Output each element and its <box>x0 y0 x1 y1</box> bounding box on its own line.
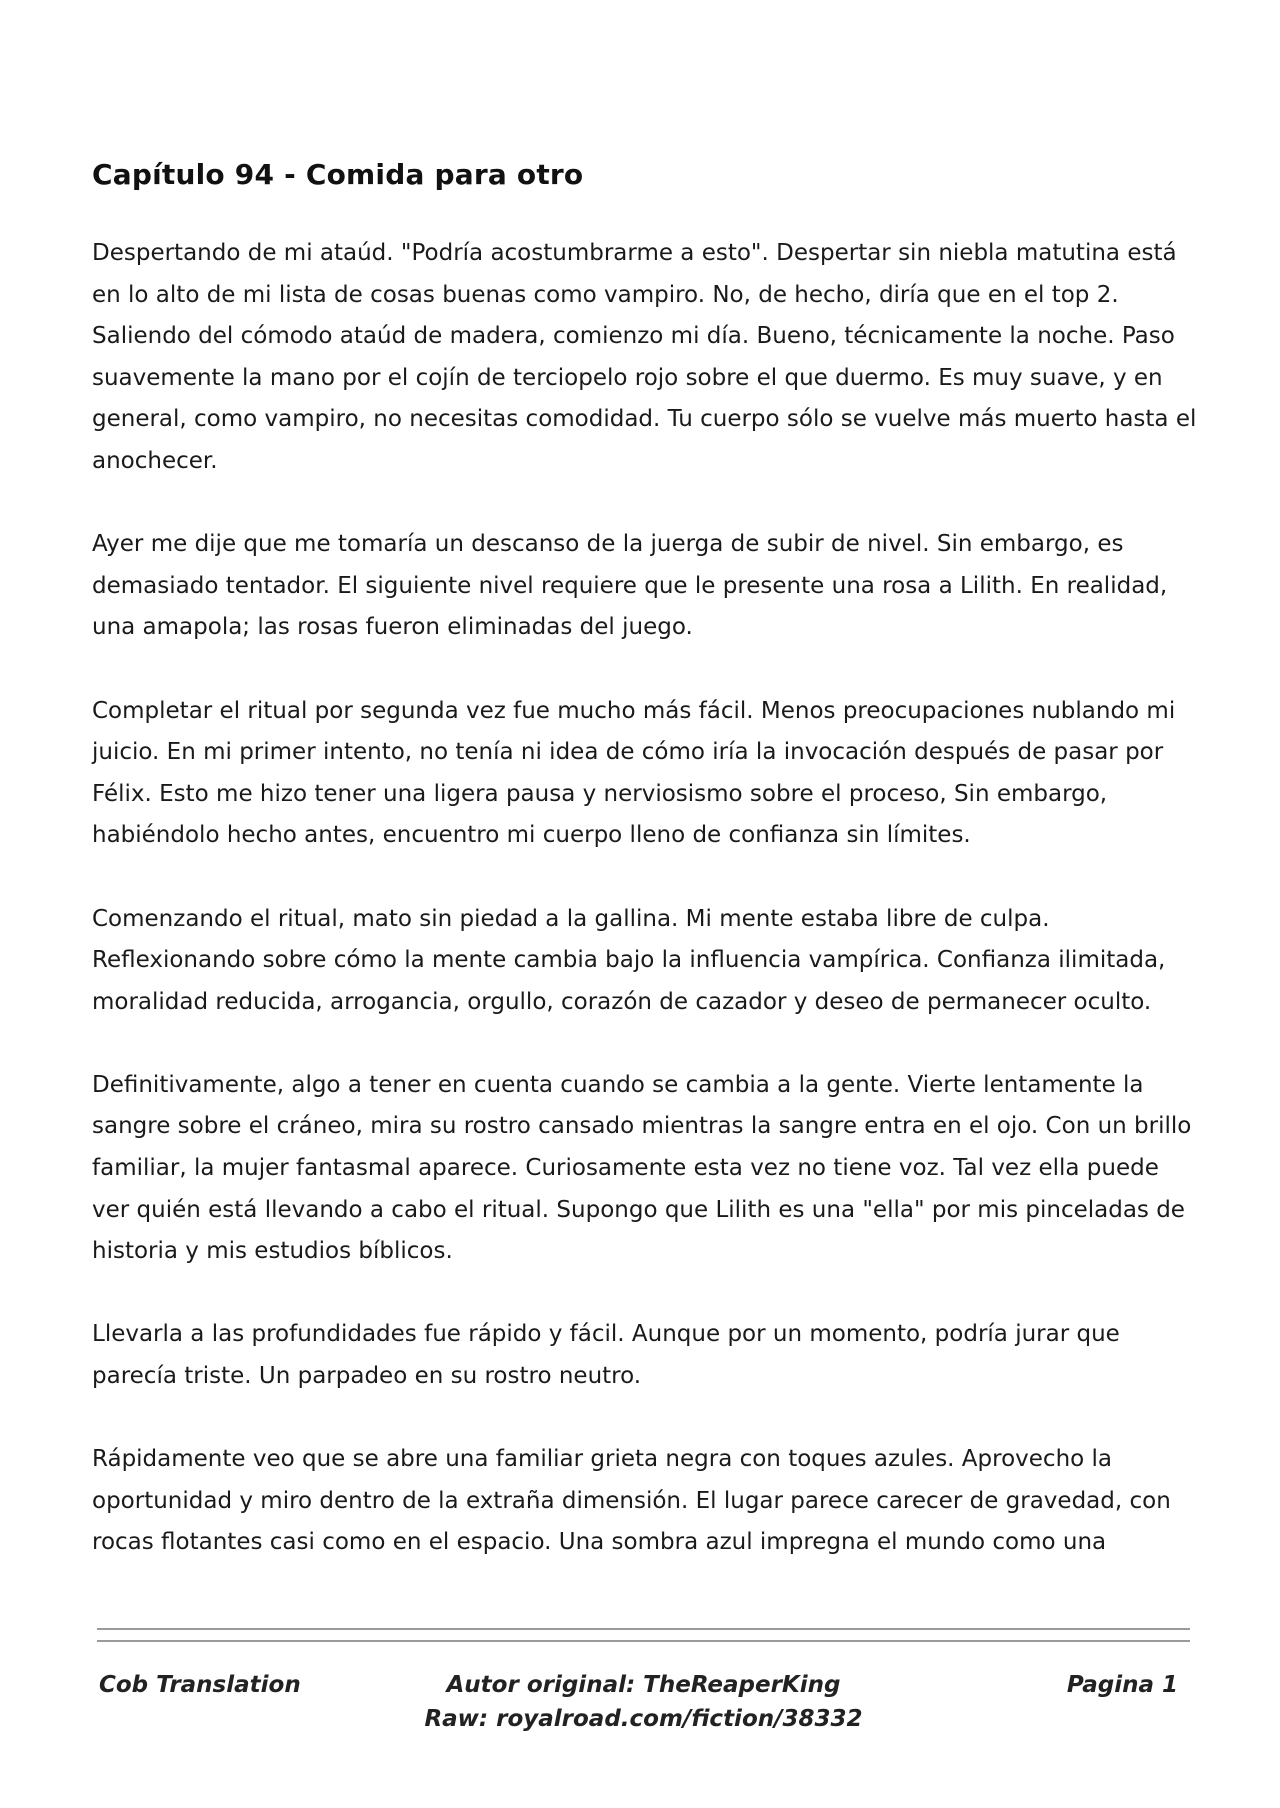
paragraph-1: Despertando de mi ataúd. "Podría acostumbrarme a esto". Despertar sin niebla matutina está en lo alto de mi lista de cosas buenas como vampiro. No, de hecho, diría que en el top 2. Saliendo del cómodo ataúd de madera, comienzo mi día. Bueno, técnicamente la noche. Paso suavemente la mano por el cojín de terciopelo rojo sobre el que duermo. Es muy suave, y en general, como vampiro, no necesitas comodidad. Tu cuerpo sólo se vuelve más muerto hasta el anochecer. <box>92 240 1197 474</box>
footer-translator: Cob Translation <box>99 1672 301 1698</box>
footer-divider-top <box>97 1628 1190 1630</box>
paragraph-4: Comenzando el ritual, mato sin piedad a la gallina. Mi mente estaba libre de culpa. Reflexionando sobre cómo la mente cambia bajo la influencia vampírica. Confianza ilimitada, moralidad reducida, arrogancia, orgullo, corazón de cazador y deseo de permanecer oculto. <box>92 905 1166 1015</box>
paragraph-5: Definitivamente, algo a tener en cuenta cuando se cambia a la gente. Vierte lentamente la sangre sobre el cráneo, mira su rostro cansado mientras la sangre entra en el ojo. Con un brillo familiar, la mujer fantasmal aparece. Curiosamente esta vez no tiene voz. Tal vez ella puede ver quién está llevando a cabo el ritual. Supongo que Lilith es una "ella" por mis pinceladas de historia y mis estudios bíblicos. <box>92 1071 1192 1265</box>
paragraph-2: Ayer me dije que me tomaría un descanso de la juerga de subir de nivel. Sin embargo, es demasiado tentador. El siguiente nivel requiere que le presente una rosa a Lilith. En realidad, una amapola; las rosas fueron eliminadas del juego. <box>92 531 1168 641</box>
footer-credits <box>97 1668 1190 1736</box>
paragraph-7: Rápidamente veo que se abre una familiar grieta negra con toques azules. Aprovecho la oportunidad y miro dentro de la extraña dimensión. El lugar parece carecer de gravedad, con rocas flotantes casi como en el espacio. Una sombra azul impregna el mundo como una <box>92 1446 1171 1556</box>
page-footer <box>97 1668 1190 1738</box>
footer-raw-source: Raw: royalroad.com/fiction/38332 <box>424 1706 863 1732</box>
footer-original-author: Autor original: TheReaperKing <box>446 1672 841 1698</box>
paragraph-6: Llevarla a las profundidades fue rápido y fácil. Aunque por un momento, podría jurar que parecía triste. Un parpadeo en su rostro neutro. <box>92 1321 1120 1390</box>
chapter-title: Capítulo 94 - Comida para otro <box>92 158 584 191</box>
paragraph-3: Completar el ritual por segunda vez fue mucho más fácil. Menos preocupaciones nublando mi juicio. En mi primer intento, no tenía ni idea de cómo iría la invocación después de pasar por Félix. Esto me hizo tener una ligera pausa y nerviosismo sobre el proceso, Sin embargo, habiéndolo hecho antes, encuentro mi cuerpo lleno de confianza sin límites. <box>92 697 1176 849</box>
footer-divider-bottom <box>97 1640 1190 1642</box>
document-body <box>92 155 1202 1606</box>
footer-page-number: Pagina 1 <box>1066 1672 1178 1698</box>
